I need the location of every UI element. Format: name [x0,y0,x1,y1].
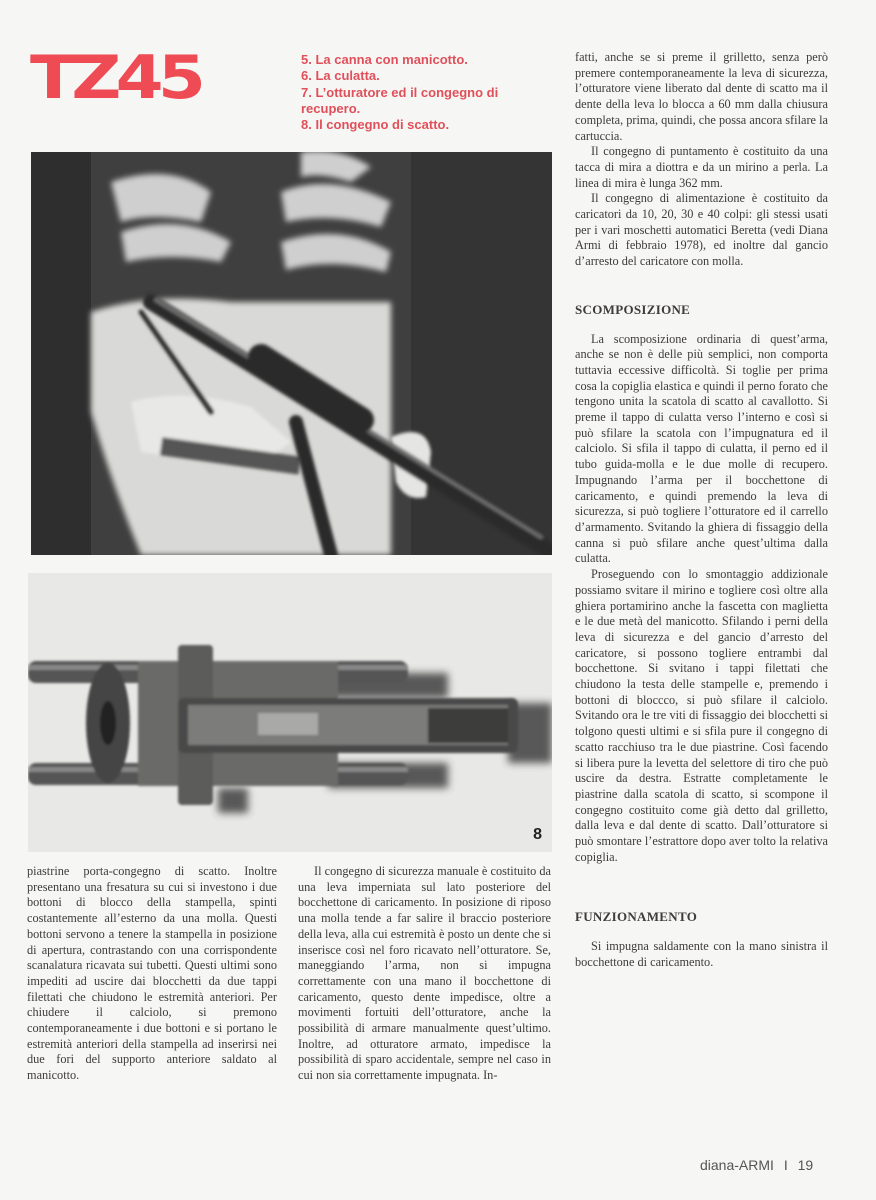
page-number: 19 [797,1157,814,1173]
photo-soldier-with-tz45 [31,152,552,555]
text-column-2 [298,864,551,1084]
magazine-name: diana-ARMI [700,1157,774,1173]
text-column-1 [27,864,277,1084]
figure-number: 8 [533,826,542,843]
paragraph: piastrine porta-congegno di scatto. Inoltre presentano una fresatura su cui si investono i due bottoni di blocco della stampella, spinti costantemente all’esterno da una molla. Questi bottoni servono a tenere la stampella in posizione di apertura, contrastando con una corrispondente scanalatura ricavata sui tubetti. Questi ultimi sono impediti ad uscire dai blocchetti da due tappi filettati che chiudono le estremità anteriori. Per chiudere il calciolo, si premono contemporaneamente i due bottoni e si portano le estremità anteriori della stampella ad inserirsi nei due fori del supporto anteriore saldato al manicotto. [27,864,277,1083]
caption-item: 5. La canna con manicotto. [301,52,468,67]
section-heading-scomposizione: SCOMPOSIZIONE [575,301,691,317]
paragraph: Il congegno di sicurezza manuale è costituito da una leva imperniata sul lato posteriore del bocchettone di caricamento. In posizione di riposo una molla tende a far salire il braccio posteriore della leva, alla cui estremità è posto un dente che si inserisce così nel foro ricavato nell’otturatore. Se, maneggiando l’arma, non si impugna correttamente con una mano il bocchettone di caricamento, questo dente impedisce, oltre a movimenti fortuiti dell’otturatore, anche la possibilità di armare manualmente quest’ultimo. Inoltre, ad otturatore armato, impedisce la possibilità di sparo accidentale, sempre nel caso in cui non sia correttamente impugnata. In- [298,864,551,1083]
article-title: TZ45 [30,43,201,113]
caption-item: 8. Il congegno di scatto. [301,117,450,133]
photo-soldier-image [31,152,552,555]
section-heading-funzionamento: FUNZIONAMENTO [575,909,698,925]
photo-trigger-image [28,573,552,852]
paragraph: Il congegno di puntamento è costituito da una tacca di mira a diottra e da un mirino a perla. La linea di mira è lunga 362 mm. [575,144,828,190]
caption-item: 7. L’otturatore ed il congegno di recupero. [301,84,499,116]
paragraph: Si impugna saldamente con la mano sinistra il bocchettone di caricamento. [575,939,828,969]
paragraph: Proseguendo con lo smontaggio addizionale possiamo svitare il mirino e togliere così oltre alla ghiera portamirino anche la fascetta con maglietta e le due metà del manicotto. Sfilando i perni della leva di sicurezza e del gancio d’arresto del caricatore, si possono togliere entrambi dal bocchettone. Si svitano i tappi filettati che chiudono la testa delle stampelle e, premendo i bottoni di bloccco, si può sfilare il calciolo. Svitando ora le tre viti di fissaggio dei blocchetti si tolgono questi ultimi e si sfila pure il congegno di scatto racchiuso tra le due piastrine. Così facendo si libera pure la levetta del selettore di tiro che può uscire da destra. Estratte completamente le piastrine dalla scatola di scatto, si scompone il congegno costituito come già detto dal grilletto, dalla leva e dal dente di scatto. Dall’otturatore si può smontare l’estrattore dopo aver tolto la relativa copiglia. [575,567,828,864]
caption-item: 6. La culatta. [301,68,380,84]
figure-captions [301,52,541,133]
photo-trigger-mechanism [28,573,552,852]
text-column-3 [575,50,828,971]
page-footer [700,1157,813,1173]
paragraph: fatti, anche se si preme il grilletto, senza però premere contemporaneamente la leva di sicurezza, l’otturatore viene liberato dal dente di scatto ma il dente della leva lo blocca a 60 mm dalla chiusura completa, prima, quindi, che possa ancora sfilare la cartuccia. [575,50,828,143]
footer-separator: I [783,1157,788,1173]
paragraph: La scomposizione ordinaria di quest’arma, anche se non è delle più semplici, non comporta tuttavia eccessive difficoltà. Si toglie per prima cosa la copiglia elastica e quindi il perno forato che tengono unita la scatola di scatto al cavallotto. Si preme il tappo di culatta verso l’interno e così si può sfilare la scatola con l’impugnatura ed il calciolo. Si sfila il tappo di culatta, il perno ed il tubo guida-molla e le due molle di recupero. Impugnando l’arma per il bocchettone di caricamento, e quindi premendo la leva di sicurezza, si può togliere l’otturatore ed il carrello d’armamento. Svitando la ghiera di fissaggio della canna si può sfilare anche quest’ultima dalla culatta. [575,331,829,566]
paragraph: Il congegno di alimentazione è costituito da caricatori da 10, 20, 30 e 40 colpi: gli stessi usati per i vari moschetti automatici Beretta (vedi Diana Armi di febbraio 1978), ed inoltre dal gancio d’arresto del caricatore con molla. [575,191,828,269]
